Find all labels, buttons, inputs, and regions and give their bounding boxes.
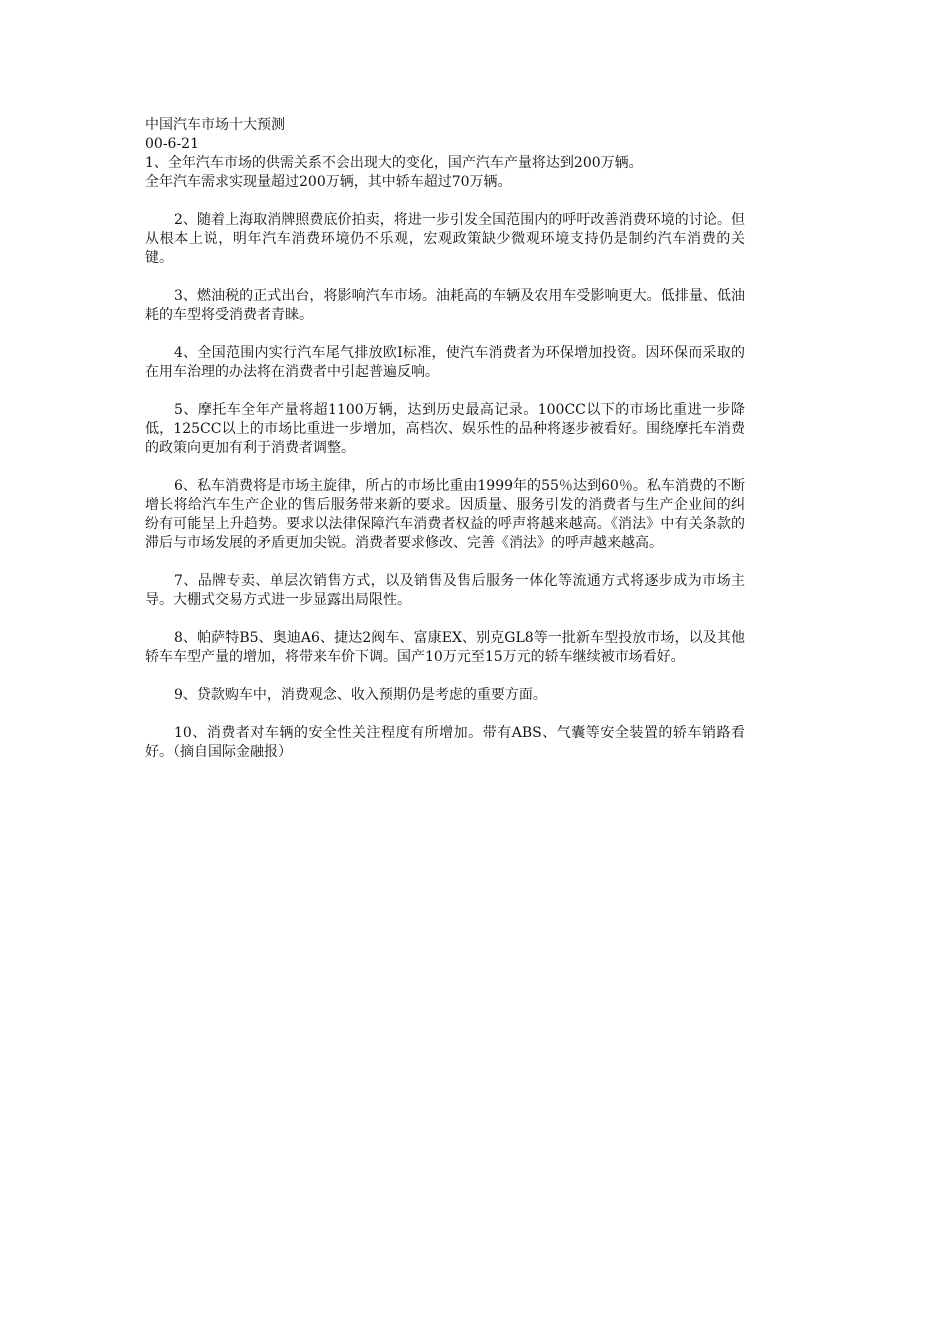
document-page (145, 116, 745, 781)
list-item-5: 5、摩托车全年产量将超1100万辆，达到历史最高记录。100CC以下的市场比重进一步降低，125CC以上的市场比重进一步增加，高档次、娱乐性的品种将逐步被看好。围绕摩托车消费的政策向更加有利于消费者调整。 (145, 402, 745, 456)
list-item-2: 2、随着上海取消牌照费底价拍卖，将进一步引发全国范围内的呼吁改善消费环境的讨论。但从根本上说，明年汽车消费环境仍不乐观，宏观政策缺少微观环境支持仍是制约汽车消费的关键。 (145, 212, 745, 266)
list-item-7: 7、品牌专卖、单层次销售方式，以及销售及售后服务一体化等流通方式将逐步成为市场主导。大棚式交易方式进一步显露出局限性。 (145, 573, 745, 608)
list-item-8: 8、帕萨特B5、奥迪A6、捷达2阀车、富康EX、别克GL8等一批新车型投放市场，以及其他轿车车型产量的增加，将带来车价下调。国产10万元至15万元的轿车继续被市场看好。 (145, 630, 745, 665)
list-item-1-line-1: 1、全年汽车市场的供需关系不会出现大的变化，国产汽车产量将达到200万辆。 (145, 155, 643, 171)
list-item-1 (145, 154, 745, 192)
document-date: 00-6-21 (145, 136, 199, 152)
list-item-6: 6、私车消费将是市场主旋律，所占的市场比重由1999年的55％达到60％。私车消费的不断增长将给汽车生产企业的售后服务带来新的要求。因质量、服务引发的消费者与生产企业间的纠纷有可能呈上升趋势。要求以法律保障汽车消费者权益的呼声将越来越高。《消法》中有关条款的滞后与市场发展的矛盾更加尖锐。消费者要求修改、完善《消法》的呼声越来越高。 (145, 478, 745, 551)
list-item-9: 9、贷款购车中，消费观念、收入预期仍是考虑的重要方面。 (174, 687, 547, 703)
list-item-3: 3、燃油税的正式出台，将影响汽车市场。油耗高的车辆及农用车受影响更大。低排量、低油耗的车型将受消费者青睐。 (145, 288, 745, 323)
list-item-10: 10、消费者对车辆的安全性关注程度有所增加。带有ABS、气囊等安全装置的轿车销路看好。（摘自国际金融报） (145, 725, 745, 760)
list-item-4: 4、全国范围内实行汽车尾气排放欧I标准，使汽车消费者为环保增加投资。因环保而采取的在用车治理的办法将在消费者中引起普遍反响。 (145, 345, 745, 380)
list-item-1-line-2: 全年汽车需求实现量超过200万辆，其中轿车超过70万辆。 (145, 174, 512, 190)
document-title: 中国汽车市场十大预测 (145, 117, 285, 133)
